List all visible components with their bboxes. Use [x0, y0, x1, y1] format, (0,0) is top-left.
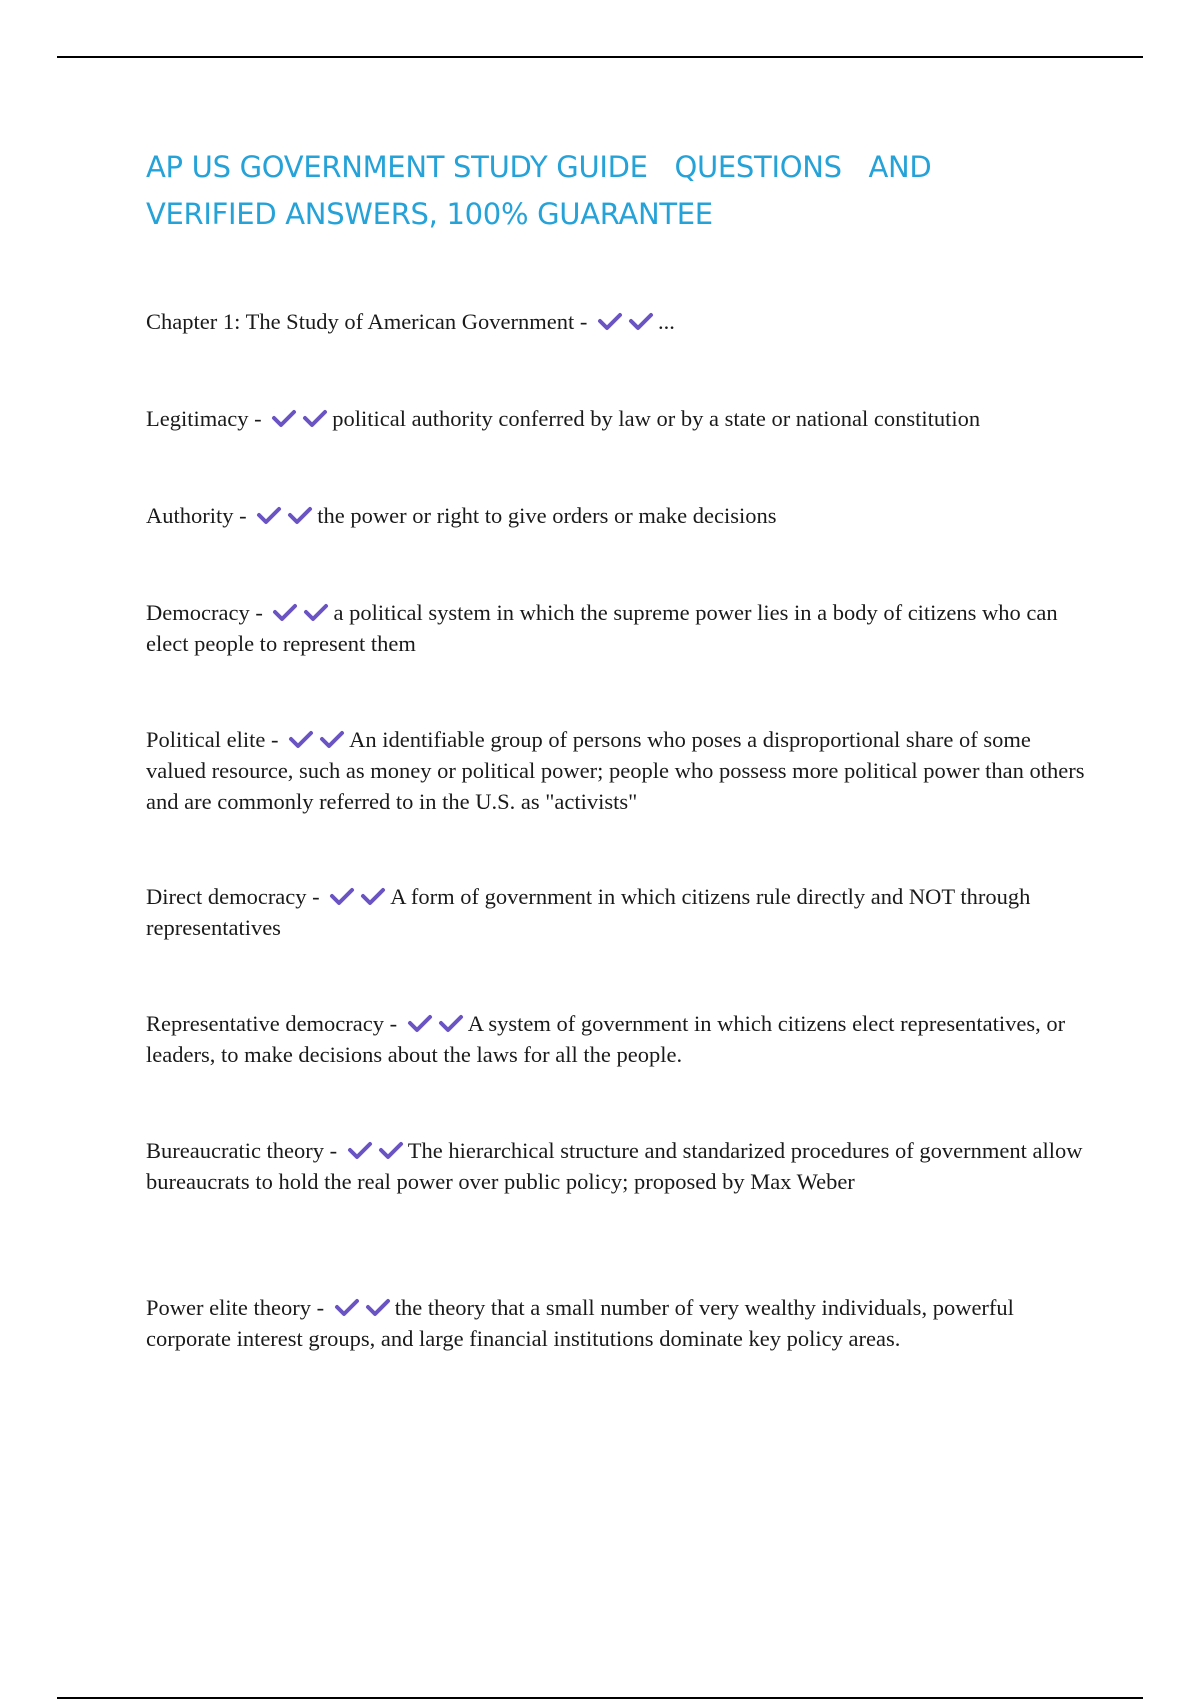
entry-definition: The hierarchical structure and standarized procedures of government allow bureaucrats to hold the real power over public policy; proposed by Max Weber [146, 1138, 1083, 1194]
entry-separator: - [574, 309, 593, 334]
entry-separator: - [233, 503, 253, 528]
entry-separator: - [249, 600, 269, 625]
entry-term: Political elite [146, 727, 266, 752]
double-check-icon [597, 310, 655, 332]
title-line-1: AP US GOVERNMENT STUDY GUIDE QUESTIONS AND [146, 150, 932, 184]
double-check-icon [334, 1296, 392, 1318]
bottom-rule [57, 1697, 1143, 1699]
entry-term: Chapter 1: The Study of American Government [146, 309, 575, 334]
entry-authority [146, 500, 1086, 531]
entry-definition: political authority conferred by law or by a state or national constitution [332, 406, 981, 431]
entry-definition: a political system in which the supreme power lies in a body of citizens who can elect people to represent them [146, 600, 1058, 656]
entry-definition: A system of government in which citizens elect representatives, or leaders, to make decisions about the laws for all the people. [146, 1011, 1066, 1067]
entry-definition: An identifiable group of persons who poses a disproportional share of some valued resource, such as money or political power; people who possess more political power than others and are commonly referred to in the U.S. as "activists" [146, 727, 1085, 814]
double-check-icon [256, 504, 314, 526]
entry-legitimacy [146, 403, 1086, 434]
entry-term: Representative democracy [146, 1011, 385, 1036]
double-check-icon [329, 885, 387, 907]
entry-separator: - [306, 884, 326, 909]
entry-separator: - [384, 1011, 403, 1036]
entry-power-elite-theory [146, 1292, 1086, 1354]
entry-definition: the power or right to give orders or make decisions [317, 503, 777, 528]
entry-separator: - [265, 727, 285, 752]
entry-chapter-1 [146, 306, 1086, 337]
entry-separator: - [248, 406, 268, 431]
double-check-icon [288, 728, 346, 750]
document-title [146, 144, 1106, 238]
entry-definition: the theory that a small number of very wealthy individuals, powerful corporate interest groups, and large financial institutions dominate key policy areas. [146, 1295, 1014, 1351]
entry-term: Power elite theory [146, 1295, 311, 1320]
entry-term: Bureaucratic theory [146, 1138, 325, 1163]
entry-term: Direct democracy [146, 884, 307, 909]
top-rule [57, 56, 1143, 58]
entry-separator: - [324, 1138, 343, 1163]
entry-separator: - [310, 1295, 330, 1320]
entry-direct-democracy [146, 881, 1086, 943]
double-check-icon [347, 1139, 405, 1161]
entry-definition: ... [658, 309, 675, 334]
entry-term: Legitimacy [146, 406, 249, 431]
double-check-icon [271, 407, 329, 429]
entry-representative-democracy [146, 1008, 1086, 1070]
entry-political-elite [146, 724, 1086, 817]
double-check-icon [407, 1012, 465, 1034]
entry-democracy [146, 597, 1086, 659]
entry-bureaucratic-theory [146, 1135, 1086, 1197]
entry-term: Democracy [146, 600, 250, 625]
double-check-icon [272, 601, 330, 623]
entry-definition: A form of government in which citizens rule directly and NOT through representatives [146, 884, 1031, 940]
entry-term: Authority [146, 503, 234, 528]
title-line-2: VERIFIED ANSWERS, 100% GUARANTEE [146, 197, 713, 231]
